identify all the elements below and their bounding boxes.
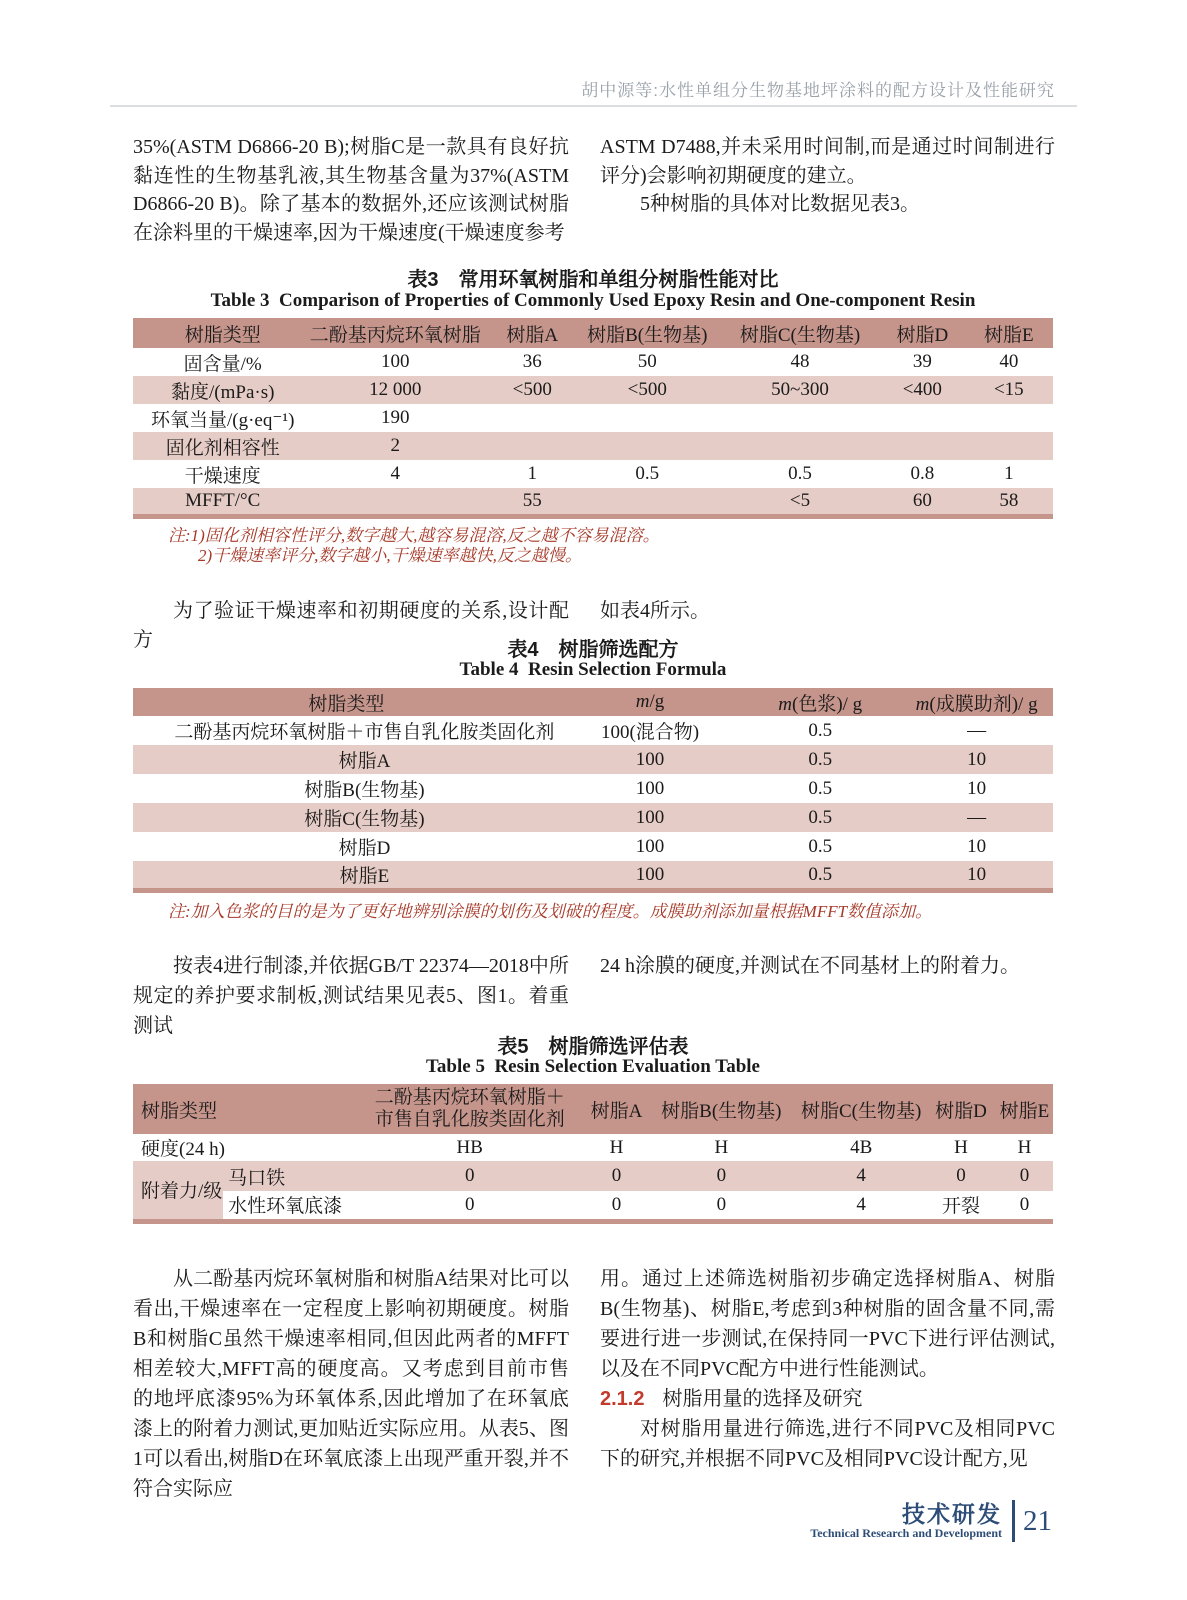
row-label: 二酚基丙烷环氧树脂＋市售自乳化胺类固化剂 [174,722,555,743]
cell: 0.5 [808,835,833,857]
cell: 0 [926,1161,996,1191]
cell: 0 [646,1161,796,1191]
body-paragraph: 从二酚基丙烷环氧树脂和树脂A结果对比可以看出,干燥速率在一定程度上影响初期硬度。树脂B和树脂C虽然干燥速率相同,但因此两者的MFFT相差较大,MFFT高的硬度高。又考虑到目前市售的地坪底漆95%为环氧体系,因此增加了在环氧底漆上的附着力测试,更加贴近实际应用。从表5、图1可以看出,树脂D在环氧底漆上出现严重开裂,并不符合实际应 [133,1268,569,1500]
body-paragraph: 为了验证干燥速率和初期硬度的关系,设计配方 [133,600,569,651]
table-row [133,716,1053,745]
cell: <400 [880,376,965,404]
table-row [133,861,1053,891]
cell: <15 [965,376,1053,404]
section-number: 2.1.2 [600,1388,645,1410]
pre-table5-right-column [600,951,1055,981]
cell: — [900,803,1053,832]
footer-divider [1012,1500,1015,1542]
table-row [133,1134,1053,1161]
cell [490,404,575,432]
table-header-row [133,688,1053,716]
column-header: m(色浆)/ g [740,688,900,716]
cell: 100(混合物) [600,722,700,743]
column-header: 树脂A [490,318,575,348]
pre-table5-left-column [133,951,569,1041]
cell: 10 [967,777,987,799]
footer-section-zh: 技术研发 [902,1500,1002,1527]
note-line: 2)干燥速率评分,数字越小,干燥速率越快,反之越慢。 [198,546,582,565]
cell: 58 [965,488,1053,516]
row-label: 树脂E [133,861,560,891]
row-label: MFFT/°C [133,488,300,516]
column-header: m/g [560,688,740,716]
cell: H [954,1136,968,1158]
running-head: 胡中源等:水性单组分生物基地坪涂料的配方设计及性能研究 [581,81,1055,100]
row-sublabel: 马口铁 [223,1161,353,1191]
cell [490,432,575,460]
column-header-line: 市售自乳化胺类固化剂 [374,1109,565,1130]
cell [575,488,720,516]
cell: 0.5 [740,803,900,832]
table-row [133,832,1053,861]
cell [880,404,965,432]
cell: H [1017,1136,1032,1158]
cell: 0.5 [808,719,833,741]
body-paragraph: ASTM D7488,并未采用时间制,而是通过时间制进行评分)会影响初期硬度的建立。 [600,136,1055,187]
table-header-row [133,1084,1053,1134]
row-label: 固化剂相容性 [133,432,300,460]
body-paragraph: 对树脂用量进行筛选,进行不同PVC及相同PVC下的研究,并根据不同PVC及相同PVC设计配方,见 [600,1418,1055,1470]
cell: 0.8 [910,463,935,484]
cell [965,404,1053,432]
column-header: 树脂E [965,318,1053,348]
cell: 0.5 [740,745,900,774]
cell: 0.5 [740,861,900,891]
body-paragraph: 5种树脂的具体对比数据见表3。 [640,193,920,215]
cell: <500 [575,376,720,404]
column-header: 树脂D [880,318,965,348]
row-label: 附着力/级 [133,1161,223,1221]
body-paragraph: 如表4所示。 [600,600,710,622]
cell: 10 [900,861,1053,891]
cell: <500 [490,376,575,404]
column-header: m(成膜助剂)/ g [900,688,1053,716]
table-4-caption-zh: 表4 树脂筛选配方 [507,639,679,661]
cell: 190 [380,407,410,428]
note-line: 注:1)固化剂相容性评分,数字越大,越容易混溶,反之越不容易混溶。 [168,526,660,545]
table-4-note: 注:加入色浆的目的是为了更好地辨别涂膜的划伤及划破的程度。成膜助剂添加量根据MFFT数值添加。 [168,902,933,921]
page-number: 21 [1023,1504,1052,1537]
body-paragraph: 按表4进行制漆,并依据GB/T 22374—2018中所规定的养护要求制板,测试结果见表5、图1。着重测试 [133,955,569,1037]
cell [575,404,720,432]
column-header: 树脂C(生物基) [796,1084,926,1134]
table-row [133,460,1053,488]
row-label: 干燥速度 [184,465,261,487]
cell [880,432,965,460]
row-label: 硬度(24 h) [141,1139,225,1160]
mid-right-column [600,597,1055,626]
cell: 36 [522,351,542,372]
table-3 [133,318,1053,519]
table-row [133,376,1053,404]
cell [720,404,880,432]
cell: 50 [637,351,657,372]
cell: 4 [390,463,400,484]
cell: 48 [790,351,810,372]
cell: 100 [635,835,665,857]
cell: 100 [560,745,740,774]
column-header: 树脂类型 [133,318,300,348]
footer-section-name [810,1502,1002,1541]
section-heading [600,1384,1055,1414]
cell: 0 [996,1161,1053,1191]
cell: 40 [999,351,1019,372]
table-4-caption-en: Table 4 Resin Selection Formula [459,659,727,680]
cell: 0.5 [788,463,812,484]
cell: 100 [635,777,665,799]
cell: 100 [560,803,740,832]
cell: 0.5 [635,463,660,484]
section-title: 树脂用量的选择及研究 [662,1388,863,1410]
table-row [133,488,1053,516]
cell: 4 [796,1161,926,1191]
cell: 100 [560,861,740,891]
column-header: 树脂B(生物基) [646,1084,796,1134]
discussion-left-column [133,1264,569,1504]
table-3-caption-zh: 表3 常用环氧树脂和单组分树脂性能对比 [407,269,779,291]
body-paragraph: 35%(ASTM D6866-20 B);树脂C是一款具有良好抗黏连性的生物基乳液,其生物基含量为37%(ASTM D6866-20 B)。除了基本的数据外,还应该测试树脂在涂料里的干燥速率,因为干燥速度(干燥速度参考 [133,136,569,244]
cell: H [609,1136,624,1158]
column-header: 树脂类型 [133,1084,353,1134]
table-row [133,1191,1053,1221]
table-5-caption-zh: 表5 树脂筛选评估表 [497,1036,689,1058]
cell: 1 [527,463,538,484]
table-3-caption-en: Table 3 Comparison of Properties of Commonly Used Epoxy Resin and One-component Resin [210,290,976,311]
table-row [133,803,1053,832]
intro-left-column [133,133,569,247]
table-row [133,774,1053,803]
row-label: 树脂A [133,745,560,774]
cell: 4B [850,1136,873,1158]
cell: H [714,1136,729,1158]
cell: 12 000 [300,376,490,404]
cell: <5 [720,488,880,516]
column-header: 树脂E [996,1084,1053,1134]
cell [575,432,720,460]
cell: 0 [353,1161,587,1191]
cell: 10 [967,835,987,857]
cell [965,432,1053,460]
cell: — [967,719,987,741]
column-header: 树脂B(生物基) [575,318,720,348]
cell: 0 [716,1193,727,1215]
cell: 0 [611,1193,622,1215]
column-header: 树脂A [587,1084,647,1134]
column-header [353,1084,587,1134]
row-label: 固含量/% [183,353,262,375]
row-label: 黏度/(mPa·s) [133,376,300,404]
body-paragraph: 24 h涂膜的硬度,并测试在不同基材上的附着力。 [600,955,1020,977]
cell: 0.5 [808,777,833,799]
row-sublabel: 水性环氧底漆 [228,1196,343,1218]
discussion-right-column [600,1264,1055,1474]
cell: 0 [587,1161,647,1191]
table-3-note [168,526,660,565]
cell: 0 [1019,1193,1030,1215]
table-row [133,432,1053,460]
cell: 开裂 [941,1196,980,1218]
cell: 4 [856,1193,866,1215]
table-row [133,348,1053,376]
table-row [133,745,1053,774]
row-label: 树脂B(生物基) [304,780,425,801]
body-paragraph: 用。通过上述筛选树脂初步确定选择树脂A、树脂B(生物基)、树脂E,考虑到3种树脂的固含量不同,需要进行进一步测试,在保持同一PVC下进行评估测试,以及在不同PVC配方中进行性能测试。 [600,1268,1055,1380]
table-row [133,404,1053,432]
table-5 [133,1084,1053,1224]
footer-section-en: Technical Research and Development [810,1525,1002,1540]
cell: 50~300 [720,376,880,404]
cell: 39 [912,351,932,372]
table-header-row [133,318,1053,348]
column-header: 树脂D [926,1084,996,1134]
intro-right-column [600,133,1055,219]
cell [300,488,490,516]
row-label: 树脂C(生物基) [133,803,560,832]
cell: 55 [490,488,575,516]
column-header: 树脂类型 [133,688,560,716]
cell: 2 [300,432,490,460]
column-header: 树脂C(生物基) [720,318,880,348]
cell: 100 [380,351,410,372]
column-header: 二酚基丙烷环氧树脂 [300,318,490,348]
cell: 0 [464,1193,475,1215]
row-label: 环氧当量/(g·eq⁻¹) [151,409,295,431]
cell [720,432,880,460]
cell: HB [456,1136,483,1158]
page-footer [810,1500,1052,1542]
cell: 10 [900,745,1053,774]
header-rule [110,105,1077,107]
table-5-caption-en: Table 5 Resin Selection Evaluation Table [426,1056,760,1077]
row-label: 树脂D [338,838,391,859]
cell: 60 [880,488,965,516]
column-header-line: 二酚基丙烷环氧树脂＋ [374,1087,565,1108]
table-row [133,1161,1053,1191]
table-4 [133,688,1053,893]
cell: 1 [1004,463,1014,484]
